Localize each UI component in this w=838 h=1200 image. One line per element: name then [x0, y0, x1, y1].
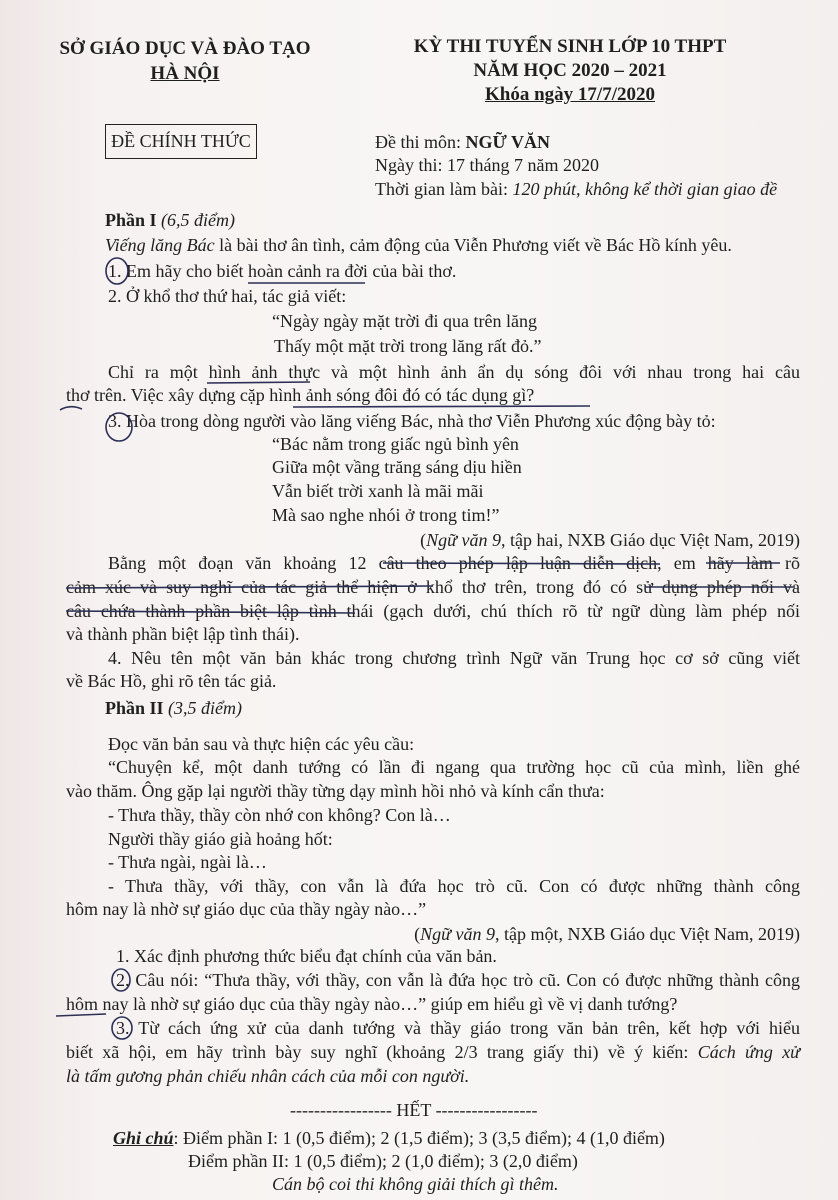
note-line-3: Cán bộ coi thi không giải thích gì thêm. — [272, 1174, 559, 1194]
school-year: NĂM HỌC 2020 – 2021 — [473, 60, 667, 81]
quote-line: “Bác nằm trong giấc ngủ bình yên — [272, 434, 519, 454]
part1-question-2-text: thơ trên. Việc xây dựng cặp hình ảnh sóng đôi đó có tác dụng gì? — [66, 385, 535, 405]
part1-question-3-text: cảm xúc và suy nghĩ của tác giả thể hiện ở khổ thơ trên, trong đó có sử dụng phép nối và — [66, 577, 800, 597]
source-rest: , tập một, NXB Giáo dục Việt Nam, 2019) — [494, 924, 800, 944]
part1-question-3: 3. Hòa trong dòng người vào lăng viếng Bác, nhà thơ Viễn Phương xúc động bày tỏ: — [108, 411, 716, 431]
exam-date: Ngày thi: 17 tháng 7 năm 2020 — [375, 155, 599, 175]
part2-intro: Đọc văn bản sau và thực hiện các yêu cầu: — [108, 734, 415, 754]
part2-question-2: hôm nay là nhờ sự giáo dục của thầy ngày nào…” giúp em hiểu gì về vị danh tướng? — [66, 994, 678, 1014]
poem-title: Viếng lăng Bác — [105, 235, 215, 255]
note-label: Ghi chú — [113, 1128, 174, 1148]
quoted-opinion: là tấm gương phản chiếu nhân cách của mỗi con người. — [66, 1066, 470, 1086]
part2-question-2: 2. Câu nói: “Thưa thầy, với thầy, con vẫn là đứa học trò cũ. Con có được những thành công — [116, 970, 800, 990]
passage-line: hôm nay là nhờ sự giáo dục của thầy ngày nào…” — [66, 899, 427, 919]
quote-line: Vẫn biết trời xanh là mãi mãi — [272, 481, 484, 501]
part1-question-3-text: câu chứa thành phần biệt lập tình thái (gạch dưới, chú thích rõ từ ngữ dùng làm phép nối — [66, 601, 800, 621]
part1-question-3-text: và thành phần biệt lập tình thái). — [66, 624, 300, 644]
part1-points: (6,5 điểm) — [161, 210, 236, 230]
part1-question-4: về Bác Hồ, ghi rõ tên tác giả. — [66, 671, 277, 691]
note-line-2: Điểm phần II: 1 (0,5 điểm); 2 (1,0 điểm); 3 (2,0 điểm) — [188, 1151, 578, 1171]
part1-title: Phần I — [105, 210, 157, 230]
subject-name: NGỮ VĂN — [465, 132, 550, 152]
part2-points: (3,5 điểm) — [168, 698, 243, 718]
quote-line: Mà sao nghe nhói ở trong tim!” — [272, 505, 500, 525]
department-name: SỞ GIÁO DỤC VÀ ĐÀO TẠO — [59, 38, 311, 59]
city-name: HÀ NỘI — [150, 63, 220, 84]
question-text: biết xã hội, em hãy trình bày suy nghĩ (khoảng 2/3 trang giấy thi) về ý kiến: — [66, 1042, 698, 1062]
part2-title: Phần II — [105, 698, 164, 718]
subject-label: Đề thi môn: — [375, 132, 466, 152]
passage-line: Người thầy giáo già hoảng hốt: — [108, 829, 333, 849]
part1-intro — [105, 233, 732, 257]
underline-mark — [60, 407, 82, 410]
time-line — [375, 177, 777, 201]
book-title: Ngữ văn 9 — [426, 530, 501, 550]
book-title: Ngữ văn 9 — [420, 924, 495, 944]
note-text: : Điểm phần I: 1 (0,5 điểm); 2 (1,5 điểm); 3 (3,5 điểm); 4 (1,0 điểm) — [173, 1128, 665, 1148]
exam-title: KỲ THI TUYỂN SINH LỚP 10 THPT — [413, 36, 727, 57]
quoted-opinion: Cách ứng xử — [697, 1042, 800, 1062]
passage-line: “Chuyện kể, một danh tướng có lần đi ngang qua trường học cũ của mình, liền ghé — [108, 757, 800, 777]
time-value: 120 phút, không kể thời gian giao đề — [512, 179, 778, 199]
exam-session-date: Khóa ngày 17/7/2020 — [485, 84, 655, 105]
passage-line: - Thưa thầy, với thầy, con vẫn là đứa học trò cũ. Con có được những thành công — [108, 876, 800, 896]
passage-line: - Thưa ngài, ngài là… — [108, 852, 267, 872]
source-rest: , tập hai, NXB Giáo dục Việt Nam, 2019) — [500, 530, 800, 550]
passage-line: vào thăm. Ông gặp lại người thầy từng dạy mình hồi nhỏ và kính cẩn thưa: — [66, 781, 605, 801]
part2-question-1: 1. Xác định phương thức biểu đạt chính của văn bản. — [116, 946, 497, 966]
end-marker: ----------------- HẾT ----------------- — [290, 1100, 538, 1120]
part2-question-3 — [66, 1064, 469, 1088]
time-label: Thời gian làm bài: — [375, 179, 513, 199]
part1-heading — [105, 208, 235, 232]
quote-line: Giữa một vầng trăng sáng dịu hiền — [272, 457, 522, 477]
quote-line: “Ngày ngày mặt trời đi qua trên lăng — [272, 311, 537, 331]
part2-question-3 — [66, 1040, 800, 1064]
part1-question-3-text: Bằng một đoạn văn khoảng 12 câu theo phép lập luận diễn dịch, em hãy làm rõ — [108, 553, 800, 573]
part1-question-1: 1. Em hãy cho biết hoàn cảnh ra đời của bài thơ. — [108, 261, 457, 281]
note-line-1 — [113, 1126, 665, 1150]
part2-heading — [105, 696, 242, 720]
subject-line — [375, 130, 550, 154]
official-exam-box: ĐỀ CHÍNH THỨC — [105, 124, 257, 159]
part1-question-2-text: Chỉ ra một hình ảnh thực và một hình ảnh ẩn dụ sóng đôi với nhau trong hai câu — [108, 362, 800, 382]
part2-question-3: 3. Từ cách ứng xử của danh tướng và thầy giáo trong văn bản trên, kết hợp với hiểu — [116, 1018, 800, 1038]
part2-source: (Ngữ văn 9, tập một, NXB Giáo dục Việt Nam, 2019) — [414, 924, 800, 944]
intro-text: là bài thơ ân tình, cảm động của Viễn Phương viết về Bác Hồ kính yêu. — [214, 235, 732, 255]
quote-line: Thấy một mặt trời trong lăng rất đỏ.” — [274, 336, 542, 356]
part1-question-4: 4. Nêu tên một văn bản khác trong chương trình Ngữ văn Trung học cơ sở cũng viết — [108, 648, 800, 668]
part1-question-2: 2. Ở khổ thơ thứ hai, tác giả viết: — [108, 286, 347, 306]
part1-source: (Ngữ văn 9, tập hai, NXB Giáo dục Việt Nam, 2019) — [420, 530, 800, 550]
passage-line: - Thưa thầy, thầy còn nhớ con không? Con là… — [108, 805, 451, 825]
